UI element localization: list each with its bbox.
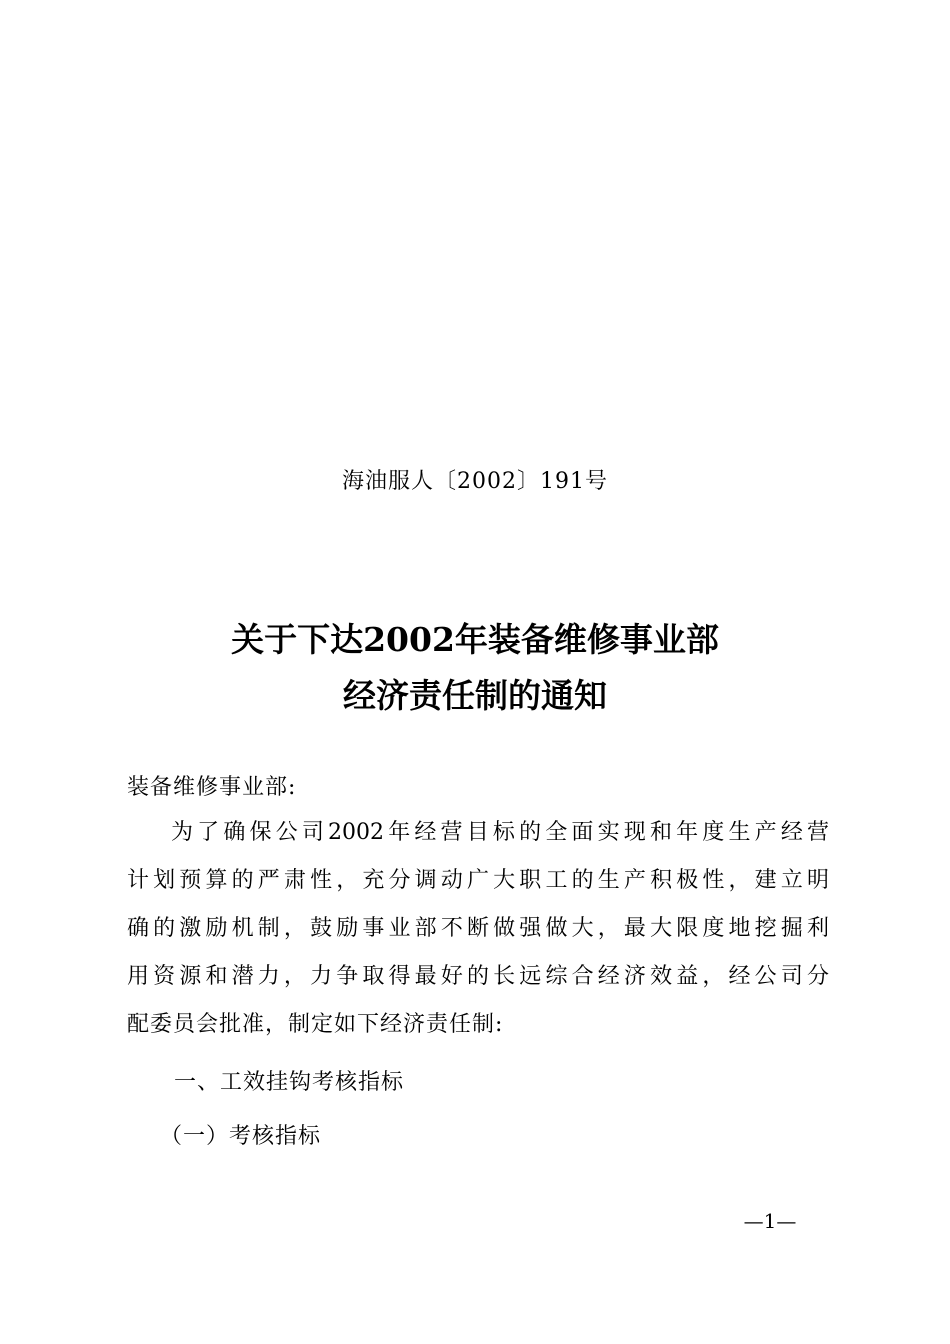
body-line: 为了确保公司2002年经营目标的全面实现和年度生产经营 xyxy=(171,820,829,845)
title-line-1: 关于下达2002年装备维修事业部 xyxy=(231,620,719,659)
document-number: 海油服人〔2002〕191号 xyxy=(342,469,608,494)
body-line: 配委员会批准，制定如下经济责任制: xyxy=(127,1012,504,1037)
document-title xyxy=(0,612,950,724)
subsection-heading: （一）考核指标 xyxy=(160,1124,322,1149)
page-number: —1— xyxy=(743,1209,797,1233)
body-line: 确的激励机制，鼓励事业部不断做强做大，最大限度地挖掘利 xyxy=(127,916,829,941)
recipient-salutation: 装备维修事业部: xyxy=(127,775,297,800)
body-line: 计划预算的严肃性，充分调动广大职工的生产积极性，建立明 xyxy=(127,868,829,893)
body-paragraph xyxy=(127,813,829,1053)
body-line: 用资源和潜力，力争取得最好的长远综合经济效益，经公司分 xyxy=(127,964,829,989)
title-line-2: 经济责任制的通知 xyxy=(343,676,607,715)
section-heading: 一、工效挂钩考核指标 xyxy=(174,1070,405,1095)
